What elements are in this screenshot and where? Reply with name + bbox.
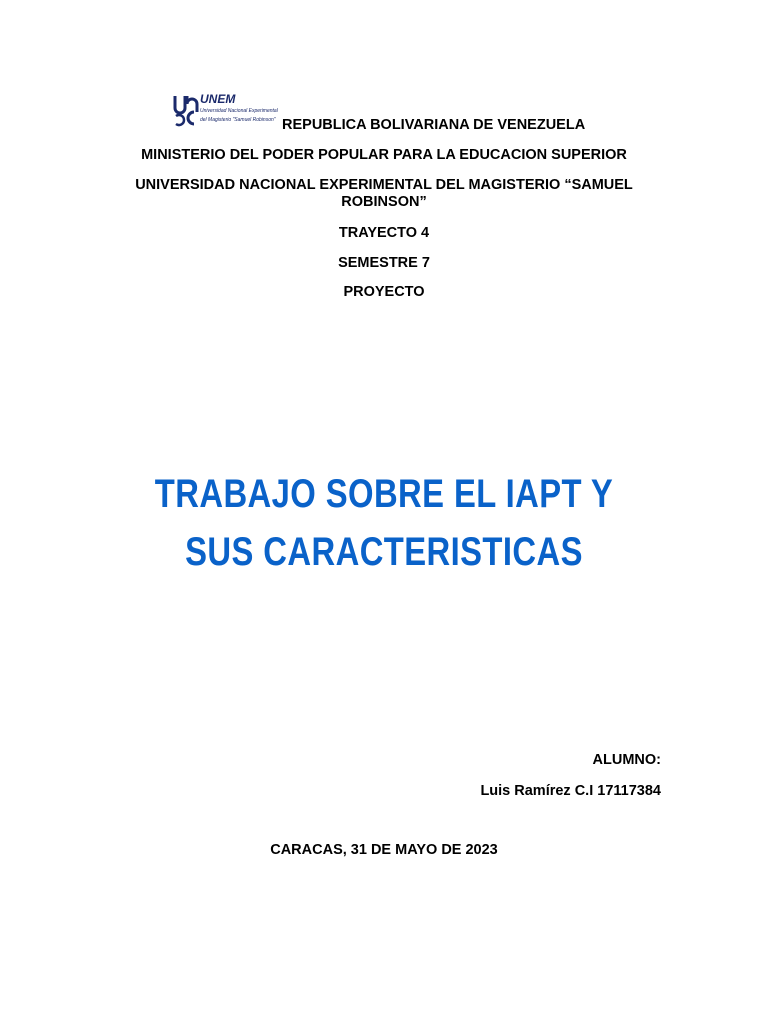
header-university-line-2: ROBINSON” (341, 194, 427, 210)
header-trayecto: TRAYECTO 4 (338, 225, 430, 241)
header-republic: REPUBLICA BOLIVARIANA DE VENEZUELA (282, 117, 586, 133)
logo-line-2: del Magisterio "Samuel Robinson" (200, 117, 276, 123)
header-proyecto: PROYECTO (343, 284, 425, 300)
logo-line-1: Universidad Nacional Experimental (200, 108, 278, 114)
logo-name: UNEM (200, 92, 236, 106)
author-label: ALUMNO: (592, 752, 661, 768)
document-title-line-1: TRABAJO SOBRE EL IAPT Y (154, 472, 614, 516)
header-semestre: SEMESTRE 7 (338, 255, 430, 271)
document-title-line-2: SUS CARACTERISTICAS (185, 530, 583, 574)
unem-logo (172, 92, 282, 130)
header-university-line-1: UNIVERSIDAD NACIONAL EXPERIMENTAL DEL MAGISTERIO “SAMUEL (135, 177, 633, 193)
unem-logo-icon (172, 92, 202, 130)
author-name: Luis Ramírez C.I 17117384 (480, 783, 661, 799)
header-ministry: MINISTERIO DEL PODER POPULAR PARA LA EDUCACION SUPERIOR (141, 147, 627, 163)
place-date: CARACAS, 31 DE MAYO DE 2023 (270, 842, 498, 858)
